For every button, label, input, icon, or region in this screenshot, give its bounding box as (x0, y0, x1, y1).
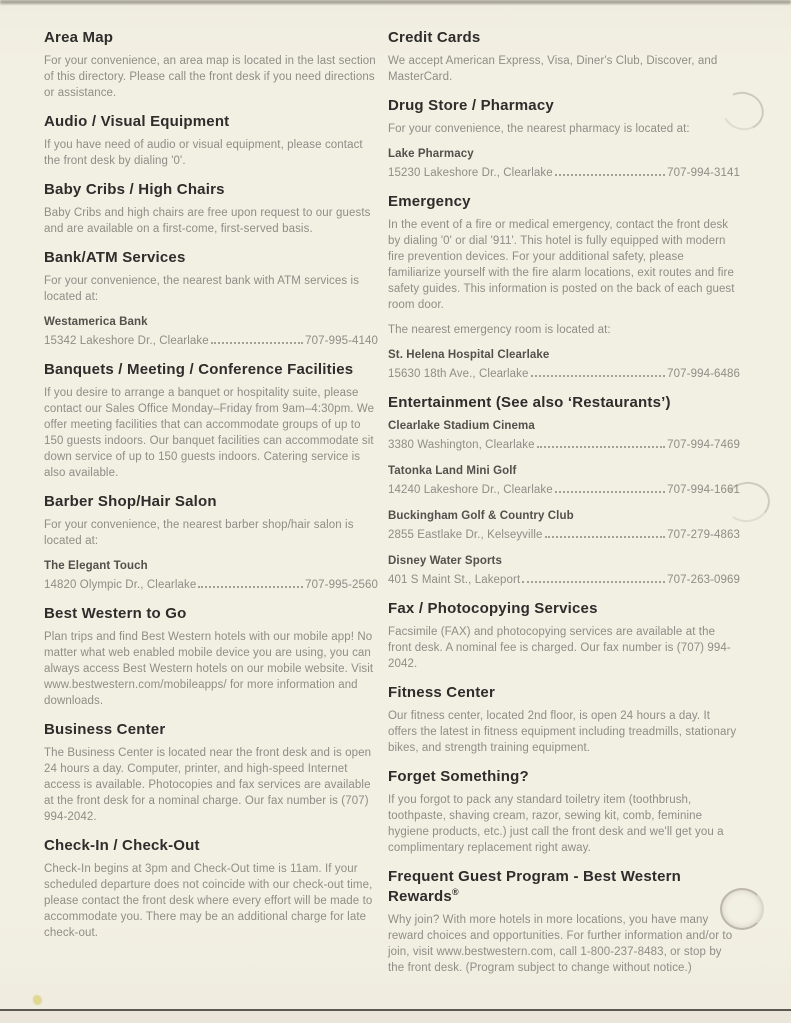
listing-address: 15630 18th Ave., Clearlake (388, 368, 529, 380)
section-paragraph: For your convenience, the nearest barber shop/hair salon is located at: (44, 519, 354, 547)
listing-phone: 707-279-4863 (667, 529, 740, 541)
listing-item (388, 146, 740, 181)
dot-leader (537, 434, 666, 448)
listing-item (44, 314, 378, 349)
section-heading: Barber Shop/Hair Salon (44, 493, 217, 510)
listing-name: St. Helena Hospital Clearlake (388, 349, 550, 361)
section-heading: Business Center (44, 721, 166, 738)
dot-leader (211, 330, 303, 344)
directory-section (44, 360, 378, 481)
listing-row (388, 479, 740, 498)
listing-name: Westamerica Bank (44, 316, 148, 328)
listing-address: 15342 Lakeshore Dr., Clearlake (44, 335, 209, 347)
section-paragraph: In the event of a fire or medical emergency, contact the front desk by dialing '0' or dial '911'. This hotel is fully equipped with modern fire prevention devices. For your additional safety, please familiarize yourself with the fire alarm locations, exit routes and fire safety guides. This information is posted on the back of each guest room door. (388, 219, 735, 311)
directory-section (388, 599, 740, 672)
section-paragraph: We accept American Express, Visa, Diner's Club, Discover, and MasterCard. (388, 55, 718, 83)
listing-phone: 707-994-6486 (667, 368, 740, 380)
listing-phone: 707-263-0969 (667, 574, 740, 586)
listing-name: Buckingham Golf & Country Club (388, 510, 574, 522)
scan-stain-artifact (720, 888, 764, 930)
listing-name: Disney Water Sports (388, 555, 502, 567)
scan-bottom-strip (0, 1011, 791, 1023)
listing-item (388, 508, 740, 543)
section-heading: Drug Store / Pharmacy (388, 97, 554, 114)
section-heading: Entertainment (See also ‘Restaurants’) (388, 394, 671, 411)
listing-address: 3380 Washington, Clearlake (388, 439, 535, 451)
scan-fleck-artifact (33, 995, 42, 1005)
listing-row (44, 330, 378, 349)
section-paragraph: For your convenience, the nearest pharmacy is located at: (388, 123, 690, 135)
listing-item (388, 463, 740, 498)
directory-section (44, 112, 378, 169)
scan-top-edge (0, 0, 791, 4)
section-paragraph: Our fitness center, located 2nd floor, is open 24 hours a day. It offers the latest in fitness equipment including treadmills, stationary bikes, and strength training equipment. (388, 710, 737, 754)
section-paragraph: If you forgot to pack any standard toiletry item (toothbrush, toothpaste, shaving cream, razor, sewing kit, comb, feminine hygiene products, etc.) just call the front desk and we'll get you a complimentary replacement right away. (388, 794, 724, 854)
listing-phone: 707-994-1661 (667, 484, 740, 496)
dot-leader (555, 479, 665, 493)
listing-item (388, 347, 740, 382)
section-heading: Forget Something? (388, 768, 529, 785)
directory-section (388, 192, 740, 382)
section-heading: Audio / Visual Equipment (44, 113, 230, 130)
section-paragraph: The nearest emergency room is located at: (388, 324, 611, 336)
section-paragraph: If you have need of audio or visual equipment, please contact the front desk by dialing '0'. (44, 139, 363, 167)
section-heading: Check-In / Check-Out (44, 837, 200, 854)
section-paragraph: Plan trips and find Best Western hotels with our mobile app! No matter what web enabled mobile device you are using, you can always access Best Western hotels on our mobile website. Visit www.bestwestern.com/mobileapps/ for more information and downloads. (44, 631, 374, 707)
section-heading: Emergency (388, 193, 471, 210)
dot-leader (545, 524, 666, 538)
section-heading: Bank/ATM Services (44, 249, 186, 266)
section-heading: Banquets / Meeting / Conference Facilities (44, 361, 354, 378)
section-paragraph: For your convenience, the nearest bank with ATM services is located at: (44, 275, 360, 303)
directory-section (388, 767, 740, 856)
directory-section (44, 720, 378, 825)
listing-address: 14820 Olympic Dr., Clearlake (44, 579, 197, 591)
listing-row (44, 574, 378, 593)
listing-name: Clearlake Stadium Cinema (388, 420, 535, 432)
listing-address: 401 S Maint St., Lakeport (388, 574, 521, 586)
listing-phone: 707-994-3141 (667, 167, 740, 179)
listing-row (388, 524, 740, 543)
directory-section (44, 248, 378, 349)
listing-item (388, 553, 740, 588)
section-heading: Fitness Center (388, 684, 495, 701)
listing-address: 15230 Lakeshore Dr., Clearlake (388, 167, 553, 179)
section-heading: Best Western to Go (44, 605, 187, 622)
section-paragraph: If you desire to arrange a banquet or hospitality suite, please contact our Sales Office Monday–Friday from 9am–4:30pm. We offer meeting facilities that can accommodate groups of up to 150 guests indoors. Our banquet facilities can accommodate sit down service of up to 150 guests indoors. Catering service is also available. (44, 387, 375, 479)
section-paragraph: Why join? With more hotels in more locations, you have many reward choices and opportunities. For further information and/or to join, visit www.bestwestern.com, call 1-800-237-8483, or stop by the front desk. (Program subject to change without notice.) (388, 914, 733, 974)
listing-address: 2855 Eastlake Dr., Kelseyville (388, 529, 543, 541)
directory-section (44, 604, 378, 709)
listing-address: 14240 Lakeshore Dr., Clearlake (388, 484, 553, 496)
listing-row (388, 434, 740, 453)
listing-phone: 707-995-2560 (305, 579, 378, 591)
directory-section (388, 393, 740, 588)
directory-section (44, 180, 378, 237)
dot-leader (522, 569, 665, 583)
section-heading: Credit Cards (388, 29, 481, 46)
listing-name: The Elegant Touch (44, 560, 148, 572)
dot-leader (531, 363, 666, 377)
directory-section (44, 492, 378, 593)
directory-section (388, 683, 740, 756)
listing-item (388, 418, 740, 453)
registered-mark: ® (451, 887, 459, 897)
listing-row (388, 162, 740, 181)
left-column (44, 28, 378, 952)
directory-section (388, 28, 740, 85)
dot-leader (198, 574, 303, 588)
directory-section (44, 836, 378, 941)
directory-section (388, 96, 740, 181)
columns-container (44, 28, 791, 987)
directory-section (44, 28, 378, 101)
listing-phone: 707-994-7469 (667, 439, 740, 451)
section-heading: Frequent Guest Program - Best Western Rewards® (388, 868, 682, 905)
listing-row (388, 569, 740, 588)
section-heading: Baby Cribs / High Chairs (44, 181, 225, 198)
section-paragraph: Check-In begins at 3pm and Check-Out time is 11am. If your scheduled departure does not coincide with our check-out time, please contact the front desk where every effort will be made to accommodate you. There may be an additional charge for late check-out. (44, 863, 373, 939)
section-paragraph: Baby Cribs and high chairs are free upon request to our guests and are available on a first-come, first-served basis. (44, 207, 371, 235)
section-paragraph: The Business Center is located near the front desk and is open 24 hours a day. Computer, printer, and high-speed Internet access is available. Photocopies and fax services are available at the front desk for a nominal charge. Our fax number is (707) 994-2042. (44, 747, 372, 823)
listing-name: Lake Pharmacy (388, 148, 474, 160)
listing-phone: 707-995-4140 (305, 335, 378, 347)
directory-section (388, 867, 740, 976)
listing-item (44, 558, 378, 593)
listing-name: Tatonka Land Mini Golf (388, 465, 517, 477)
section-heading: Area Map (44, 29, 114, 46)
section-paragraph: Facsimile (FAX) and photocopying services are available at the front desk. A nominal fee is charged. Our fax number is (707) 994-2042. (388, 626, 731, 670)
section-heading: Fax / Photocopying Services (388, 600, 598, 617)
dot-leader (555, 162, 665, 176)
right-column (388, 28, 740, 987)
section-paragraph: For your convenience, an area map is located in the last section of this directory. Please call the front desk if you need directions or assistance. (44, 55, 376, 99)
listing-row (388, 363, 740, 382)
